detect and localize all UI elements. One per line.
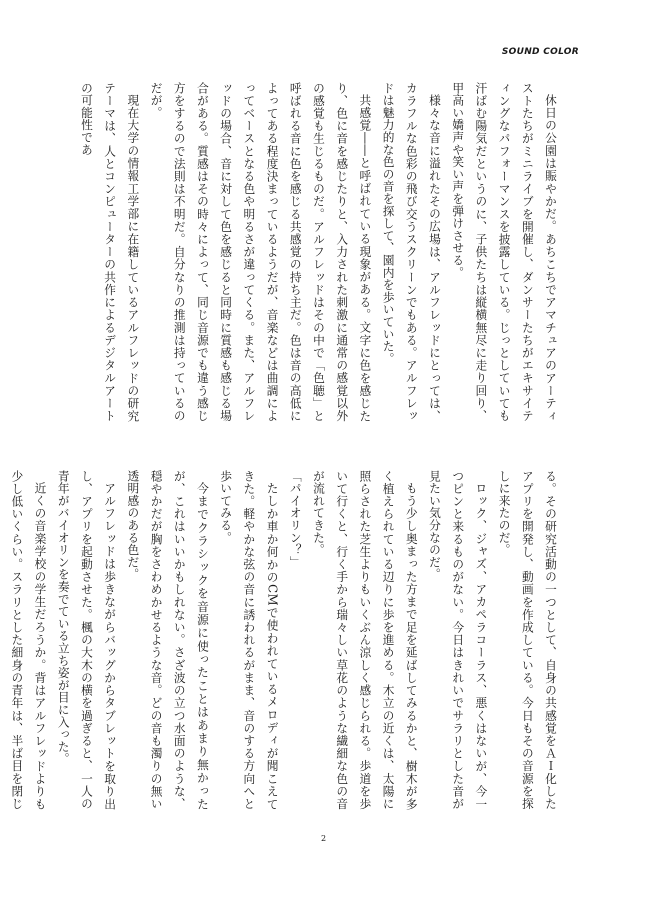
paragraph: もう少し奥まった方まで足を延ばしてみるかと、樹木が多く植えられている辺りに歩を進める。木立の近くは、太陽に照らされた芝生よりもいくぶん涼しく感じられる。歩道を歩いて行くと、行く手から瑞々しい草花のような繊細な色の音が流れてきた。 <box>311 470 419 810</box>
paragraph: アルフレッドは歩きながらバッグからタブレットを取り出し、アプリを起動させた。楓の大木の横を過ぎると、一人の青年がバイオリンを奏でている立ち姿が目に入った。 <box>56 470 118 810</box>
paragraph: 現在大学の情報工学部に在籍しているアルフレッドの研究テーマは、人とコンピューターの共作によるデジタルアートの可能性であ <box>79 82 141 422</box>
paragraph: 休日の公園は賑やかだ。あちこちでアマチュアのアーティストたちがミニライブを開催し、ダンサーたちがエキサイティングなパフォーマンスを披露している。じっとしていても汗ばむ陽気だというのに、子供たちは縦横無尽に走り回り、甲高い嬌声や笑い声を弾けさせる。 <box>451 82 558 422</box>
text-column-top <box>79 82 562 422</box>
paragraph: 共感覚――と呼ばれている現象がある。文字に色を感じたり、色に音を感じたりと、入力された刺激に通常の感覚以外の感覚も生じるものだ。アルフレッドはその中で「色聴」と呼ばれる音に色を感じる共感覚の持ち主だ。色は音の高低によってある程度決まっているようだが、音楽などは曲調によってベースとなる色や明るさが違ってくる。また、アルフレッドの場合、音に対して色を感じると同時に質感も感じる場合がある。質感はその時々によって、同じ音源でも違う感じ方をするので法則は不明だ。自分なりの推測は持っているのだが。 <box>149 82 373 422</box>
paragraph: ロック、ジャズ、アカペラコーラス、悪くはないが、今一つピンと来るものがない。今日はきれいでサラリとした音が見たい気分なのだ。 <box>427 470 489 810</box>
paragraph-continued: る。その研究活動の一つとして、自身の共感覚をＡＩ化したアプリを開発し、動画を作成している。今日もその音源を探しに来たのだ。 <box>497 470 558 810</box>
page-number: 2 <box>320 834 327 843</box>
running-header: SOUND COLOR <box>501 47 579 57</box>
paragraph: 様々な音に溢れたその広場は、アルフレッドにとっては、カラフルな色彩の飛び交うスクリーンでもある。アルフレッドは魅力的な色の音を探して、園内を歩いていた。 <box>381 82 442 422</box>
paragraph: 近くの音楽学校の学生だろうか。背はアルフレッドよりも少し低いくらい。スラリとした細身の青年は、半ば目を閉じ <box>10 470 48 810</box>
dialogue-line: 「パイオリン？」 <box>288 470 303 569</box>
paragraph: 今までクラシックを音源に使ったことはあまり無かったが、これはいいかもしれない。さざ波の立つ水面のような、穏やかだが胸をさわめかせるような音。どの音も濁りの無い透明感のある色だ。 <box>126 470 210 810</box>
text-column-bottom <box>10 470 562 810</box>
paragraph: たしか車か何かのCMで使われているメロディが聞こえてきた。軽やかな弦の音に誘われるがまま、音のする方向へと歩いてみる。 <box>219 470 280 810</box>
